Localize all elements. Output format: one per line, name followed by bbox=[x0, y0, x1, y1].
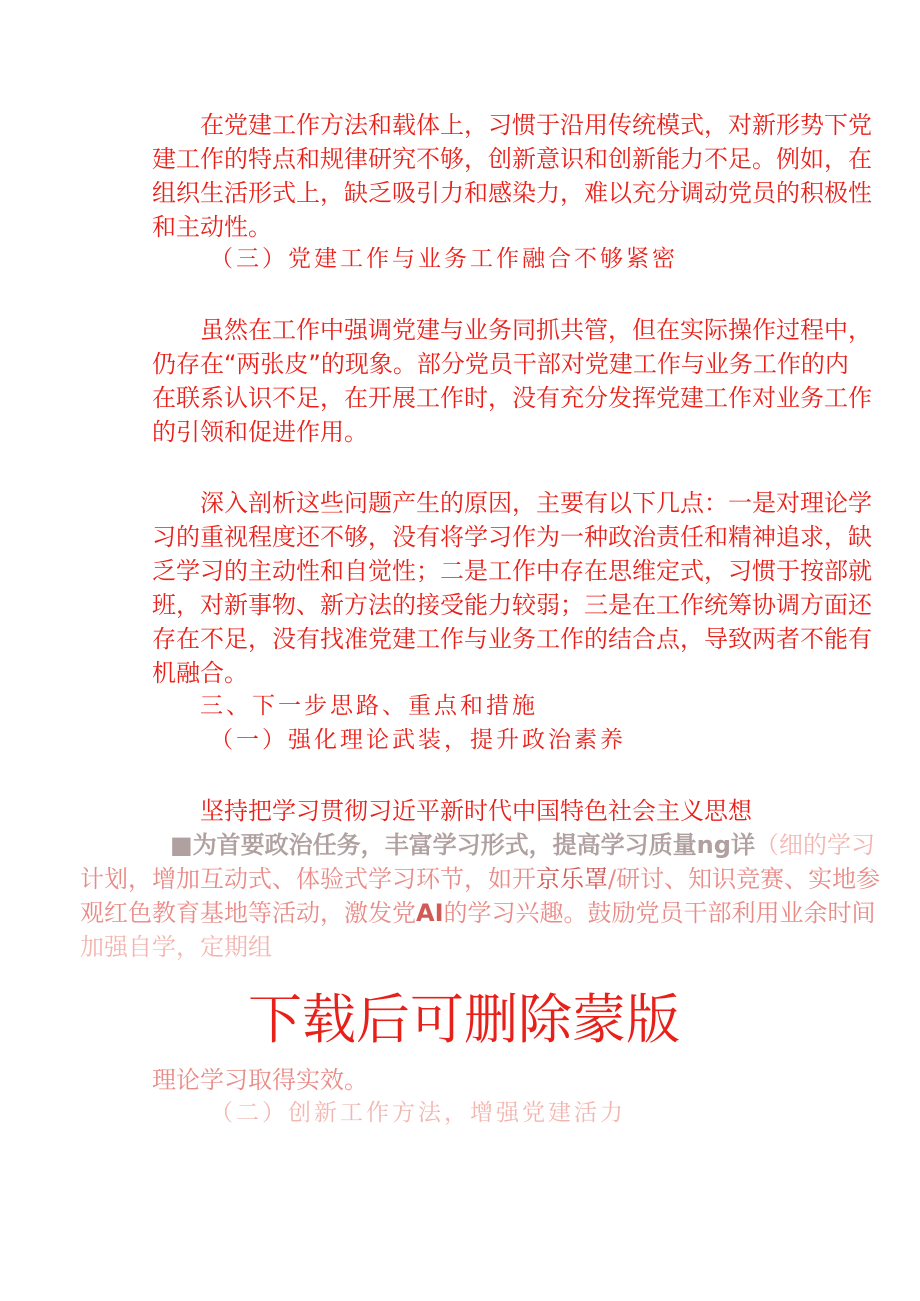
faded-text: （细的学习 bbox=[754, 831, 875, 859]
paragraph-line: 存在不足，没有找准党建工作与业务工作的结合点，导致两者不能有 bbox=[152, 625, 872, 653]
paragraph-line: 深入剖析这些问题产生的原因，主要有以下几点：一是对理论学 bbox=[200, 489, 872, 517]
subheading-three: （三）党建工作与业务工作融合不够紧密 bbox=[210, 246, 678, 272]
paragraph-line: 在党建工作方法和载体上，习惯于沿用传统模式，对新形势下党 bbox=[200, 111, 872, 139]
paragraph-line: 乏学习的主动性和自觉性；二是工作中存在思维定式，习惯于按部就 bbox=[152, 557, 872, 585]
paragraph-line: 班，对新事物、新方法的接受能力较弱；三是在工作统筹协调方面还 bbox=[152, 591, 872, 619]
watermark-banner: 下载后可删除蒙版 bbox=[248, 988, 680, 1051]
paragraph-line: 仍存在“两张皮”的现象。部分党员干部对党建工作与业务工作的内 bbox=[152, 350, 849, 378]
paragraph-line-faded: 理论学习取得实效。 bbox=[152, 1066, 368, 1094]
paragraph-line-faded bbox=[80, 896, 876, 930]
paragraph-line: 的引领和促进作用。 bbox=[152, 418, 368, 446]
faded-text: 观红色教育基地等活动，激发党 bbox=[80, 899, 416, 927]
faded-text: 计划，增加互动式、体验式学习环节，如开 bbox=[80, 865, 536, 893]
paragraph-line: 机融合。 bbox=[152, 659, 248, 687]
subheading-two: （二）创新工作方法，增强党建活力 bbox=[210, 1100, 626, 1126]
paragraph-line: 组织生活形式上，缺乏吸引力和感染力，难以充分调动党员的积极性 bbox=[152, 179, 872, 207]
section-heading: 三、下一步思路、重点和措施 bbox=[200, 693, 538, 719]
faded-text-dark: 京乐罩 bbox=[536, 865, 608, 893]
subheading-one: （一）强化理论武装，提升政治素养 bbox=[210, 727, 626, 753]
paragraph-line: 习的重视程度还不够，没有将学习作为一种政治责任和精神追求，缺 bbox=[152, 523, 872, 551]
paragraph-line-obscured bbox=[170, 828, 875, 862]
obscured-text: ■为首要政治任务，丰富学习形式，提高学习质量ng详 bbox=[170, 831, 755, 859]
paragraph-line-faded bbox=[80, 862, 880, 896]
paragraph-line-faded: 加强自学，定期组 bbox=[80, 933, 272, 961]
paragraph-line: 虽然在工作中强调党建与业务同抓共管，但在实际操作过程中， bbox=[200, 316, 872, 344]
paragraph-line: 在联系认识不足，在开展工作时，没有充分发挥党建工作对业务工作 bbox=[152, 384, 872, 412]
paragraph-line: 和主动性。 bbox=[152, 213, 272, 241]
faded-text: /研讨、知识竞赛、实地参 bbox=[608, 865, 881, 893]
paragraph-line: 坚持把学习贯彻习近平新时代中国特色社会主义思想 bbox=[200, 797, 752, 825]
paragraph-line: 建工作的特点和规律研究不够，创新意识和创新能力不足。例如，在 bbox=[152, 145, 872, 173]
faded-text-dark: AI bbox=[416, 899, 444, 927]
faded-text: 的学习兴趣。鼓励党员干部利用业余时间 bbox=[443, 899, 876, 927]
